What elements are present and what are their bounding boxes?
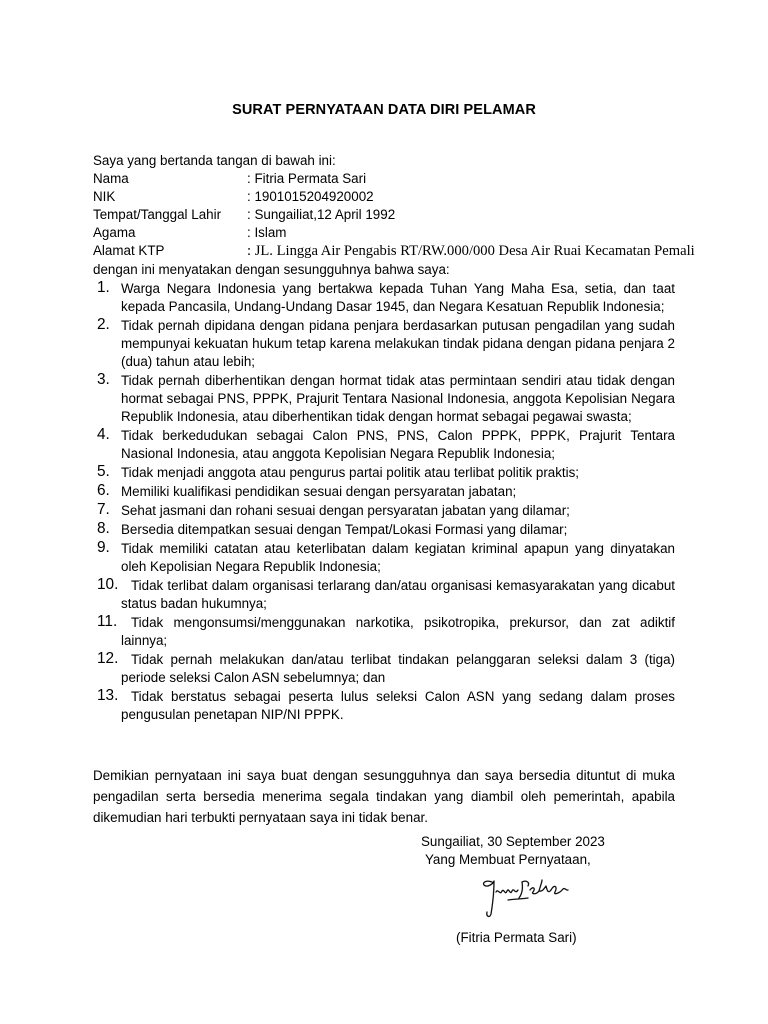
item-number: 1. <box>97 279 110 296</box>
item-number: 2. <box>97 316 110 333</box>
field-nik <box>93 188 374 206</box>
field-value: : JL. Lingga Air Pengabis RT/RW.000/000 Desa Air Ruai Kecamatan Pemali <box>247 243 695 259</box>
document-title: SURAT PERNYATAAN DATA DIRI PELAMAR <box>232 102 536 118</box>
intro-text: Saya yang bertanda tangan di bawah ini: <box>93 153 336 168</box>
item-number: 7. <box>97 501 110 518</box>
field-birth <box>93 206 395 224</box>
list-item <box>93 521 675 539</box>
statement-text: dengan ini menyatakan dengan sesungguhnya bahwa saya: <box>93 262 450 277</box>
field-address <box>93 242 695 260</box>
list-item <box>93 483 675 501</box>
item-text: Tidak memiliki catatan atau keterlibatan dalam kegiatan kriminal apapun yang dinyatakan oleh Kepolisian Negara Republik Indonesia; <box>121 541 675 574</box>
item-text: Tidak pernah diberhentikan dengan hormat tidak atas permintaan sendiri atau tidak dengan hormat sebagai PNS, PPPK, Prajurit Tentara Nasional Indonesia, anggota Kepolisian Negara Republik Indonesia, atau diberhentikan tidak dengan hormat sebagai pegawai swasta; <box>121 373 675 424</box>
field-label: NIK <box>93 189 116 204</box>
list-item <box>93 372 675 426</box>
field-label: Alamat KTP <box>93 243 165 258</box>
item-text: Sehat jasmani dan rohani sesuai dengan persyaratan jabatan yang dilamar; <box>121 503 570 518</box>
item-text: Tidak mengonsumsi/menggunakan narkotika, psikotropika, prekursor, dan zat adiktif lainnya; <box>121 615 675 648</box>
declaration-list <box>93 280 675 725</box>
list-item <box>93 427 675 463</box>
item-text: Tidak pernah melakukan dan/atau terlibat tindakan pelanggaran seleksi dalam 3 (tiga) periode seleksi Calon ASN sebelumnya; dan <box>121 652 675 685</box>
item-text: Tidak berstatus sebagai peserta lulus seleksi Calon ASN yang sedang dalam proses pengusulan penetapan NIP/NI PPPK. <box>121 689 675 722</box>
item-number: 10. <box>97 576 119 593</box>
field-religion <box>93 224 286 242</box>
list-item <box>93 464 675 482</box>
field-value: : Fitria Permata Sari <box>247 171 367 186</box>
item-number: 12. <box>97 650 119 667</box>
item-number: 11. <box>97 613 118 630</box>
handwritten-signature <box>478 872 573 920</box>
item-number: 5. <box>97 463 110 480</box>
place-date: Sungailiat, 30 September 2023 <box>421 834 605 849</box>
field-label: Agama <box>93 225 136 240</box>
item-text: Memiliki kualifikasi pendidikan sesuai dengan persyaratan jabatan; <box>121 484 517 499</box>
field-label: Tempat/Tanggal Lahir <box>93 207 222 222</box>
list-item <box>93 280 675 316</box>
item-text: Tidak berkedudukan sebagai Calon PNS, PNS, Calon PPPK, PPPK, Prajurit Tentara Nasional Indonesia, atau anggota Kepolisian Negara Republik Indonesia; <box>121 428 675 461</box>
list-item <box>93 577 675 613</box>
item-text: Tidak pernah dipidana dengan pidana penjara berdasarkan putusan pengadilan yang sudah mempunyai kekuatan hukum tetap karena melakukan tindak pidana dengan pidana penjara 2 (dua) tahun atau lebih; <box>121 318 675 369</box>
signer-name: (Fitria Permata Sari) <box>456 930 577 945</box>
field-value: : Islam <box>247 225 287 240</box>
list-item <box>93 502 675 520</box>
item-text: Tidak menjadi anggota atau pengurus partai politik atau terlibat politik praktis; <box>121 465 580 480</box>
maker-label: Yang Membuat Pernyataan, <box>425 852 591 867</box>
list-item <box>93 688 675 724</box>
list-item <box>93 317 675 371</box>
closing-paragraph: Demikian pernyataan ini saya buat dengan sesungguhnya dan saya bersedia dituntut di muka pengadilan serta bersedia menerima segala tindakan yang diambil oleh pemerintah, apabila dikemudian hari terbukti pernyataan saya ini tidak benar. <box>93 768 675 825</box>
item-number: 13. <box>97 687 119 704</box>
item-text: Tidak terlibat dalam organisasi terlarang dan/atau organisasi kemasyarakatan yang dicabut status badan hukumnya; <box>121 578 675 611</box>
list-item <box>93 651 675 687</box>
item-number: 8. <box>97 520 110 537</box>
field-nama <box>93 170 366 188</box>
list-item <box>93 614 675 650</box>
field-label: Nama <box>93 171 129 186</box>
item-text: Bersedia ditempatkan sesuai dengan Tempat/Lokasi Formasi yang dilamar; <box>121 522 568 537</box>
item-number: 9. <box>97 539 110 556</box>
item-number: 4. <box>97 426 110 443</box>
item-number: 6. <box>97 482 110 499</box>
item-text: Warga Negara Indonesia yang bertakwa kepada Tuhan Yang Maha Esa, setia, dan taat kepada Pancasila, Undang-Undang Dasar 1945, dan Negara Kesatuan Republik Indonesia; <box>121 281 675 314</box>
list-item <box>93 540 675 576</box>
item-number: 3. <box>97 371 110 388</box>
field-value: : 1901015204920002 <box>247 189 374 204</box>
field-value: : Sungailiat,12 April 1992 <box>247 207 396 222</box>
